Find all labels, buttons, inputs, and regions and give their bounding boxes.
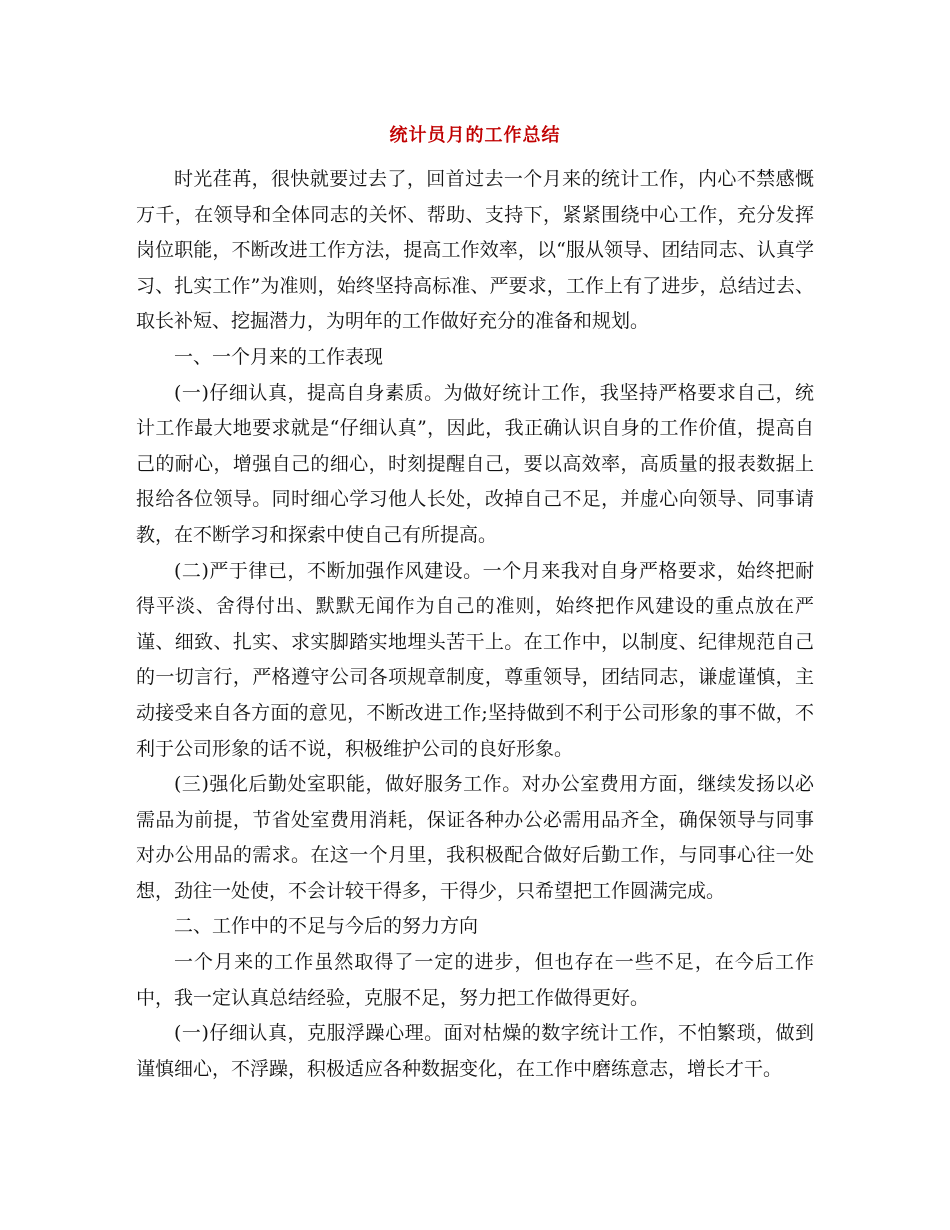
paragraph-2-1: (一)仔细认真，克服浮躁心理。面对枯燥的数字统计工作，不怕繁琐，做到谨慎细心，不浮躁，积极适应各种数据变化，在工作中磨练意志，增长才干。	[136, 1022, 814, 1080]
paragraph-intro: 时光荏苒，很快就要过去了，回首过去一个月来的统计工作，内心不禁感慨万千，在领导和全体同志的关怀、帮助、支持下，紧紧围绕中心工作，充分发挥岗位职能，不断改进工作方法，提高工作效率，以“服从领导、团结同志、认真学习、扎实工作”为准则，始终坚持高标准、严要求，工作上有了进步，总结过去、取长补短、挖掘潜力，为明年的工作做好充分的准备和规划。	[136, 168, 814, 333]
document-body	[136, 162, 814, 1087]
paragraph-1-1: (一)仔细认真，提高自身素质。为做好统计工作，我坚持严格要求自己，统计工作最大地要求就是“仔细认真”，因此，我正确认识自身的工作价值，提高自己的耐心，增强自己的细心，时刻提醒自己，要以高效率，高质量的报表数据上报给各位领导。同时细心学习他人长处，改掉自己不足，并虚心向领导、同事请教，在不断学习和探索中使自己有所提高。	[136, 381, 814, 546]
paragraph-1-2: (二)严于律已，不断加强作风建设。一个月来我对自身严格要求，始终把耐得平淡、舍得付出、默默无闻作为自己的准则，始终把作风建设的重点放在严谨、细致、扎实、求实脚踏实地埋头苦干上。在工作中，以制度、纪律规范自己的一切言行，严格遵守公司各项规章制度，尊重领导，团结同志，谦虚谨慎，主动接受来自各方面的意见，不断改进工作;坚持做到不利于公司形象的事不做，不利于公司形象的话不说，积极维护公司的良好形象。	[136, 559, 814, 760]
page-title: 统计员月的工作总结	[389, 125, 561, 146]
paragraph-2-intro: 一个月来的工作虽然取得了一定的进步，但也存在一些不足，在今后工作中，我一定认真总结经验，克服不足，努力把工作做得更好。	[136, 951, 814, 1009]
paragraph-1-3: (三)强化后勤处室职能，做好服务工作。对办公室费用方面，继续发扬以必需品为前提，节省处室费用消耗，保证各种办公必需用品齐全，确保领导与同事对办公用品的需求。在这一个月里，我积极配合做好后勤工作，与同事心往一处想，劲往一处使，不会计较干得多，干得少，只希望把工作圆满完成。	[136, 773, 814, 902]
section-heading-2: 二、工作中的不足与今后的努力方向	[174, 915, 479, 938]
section-heading-1: 一、一个月来的工作表现	[174, 345, 384, 368]
